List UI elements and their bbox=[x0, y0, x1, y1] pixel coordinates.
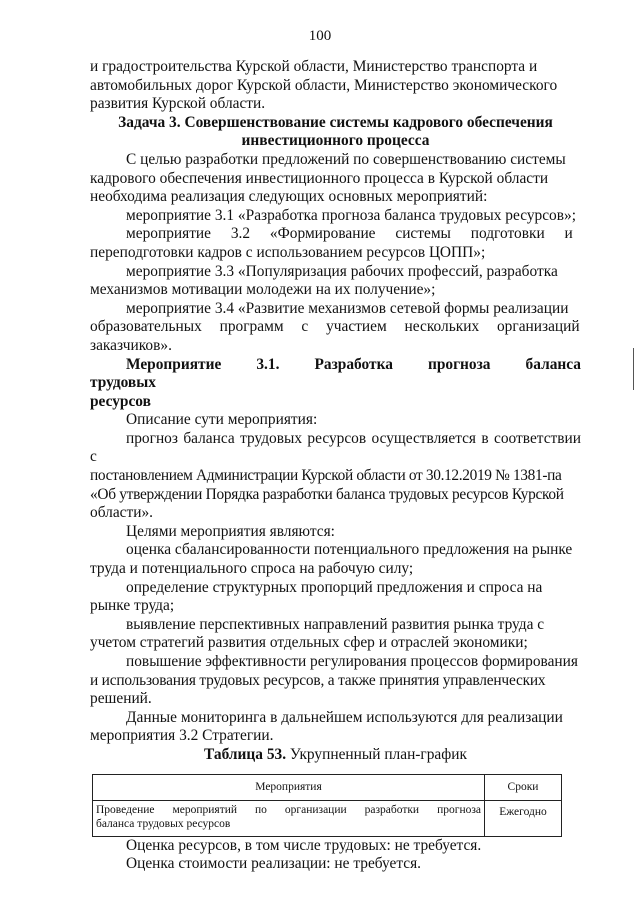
text-line: Целями мероприятия являются: bbox=[126, 522, 335, 540]
text-line: решений. bbox=[90, 690, 152, 708]
text-line: труда и потенциального спроса на рабочую силу; bbox=[90, 560, 414, 578]
text-line: необходима реализация следующих основных мероприятий: bbox=[90, 188, 488, 206]
text-line: выявление перспективных направлений развития рынка труда с bbox=[126, 615, 545, 633]
text-line: определение структурных пропорций предложения и спроса на bbox=[126, 578, 543, 596]
page-number: 100 bbox=[308, 28, 332, 44]
text-line: прогноз баланса трудовых ресурсов осуществляется в соответствии с bbox=[90, 429, 581, 466]
scan-edge-mark bbox=[633, 348, 634, 390]
column-header-terms: Сроки bbox=[485, 774, 562, 800]
subsection-heading: Мероприятие 3.1. Разработка прогноза баланса трудовых bbox=[90, 355, 581, 392]
text-line: «Об утверждении Порядка разработки баланса трудовых ресурсов Курской bbox=[90, 485, 564, 503]
text-line: Оценка стоимости реализации: не требуется. bbox=[126, 855, 422, 873]
text-line: заказчиков». bbox=[90, 336, 172, 354]
table-caption-number: Таблица 53. bbox=[204, 745, 287, 763]
activity-line: баланса трудовых ресурсов bbox=[96, 817, 231, 830]
text-line: мероприятие 3.4 «Развитие механизмов сетевой формы реализации bbox=[126, 299, 569, 317]
text-line: мероприятие 3.3 «Популяризация рабочих профессий, разработка bbox=[126, 262, 558, 280]
text-line: развития Курской области. bbox=[90, 95, 266, 113]
document-body bbox=[90, 58, 581, 874]
section-heading: инвестиционного процесса bbox=[241, 132, 430, 150]
text-line: оценка сбалансированности потенциального предложения на рынке bbox=[126, 541, 573, 559]
text-line: образовательных программ с участием нескольких организаций bbox=[90, 318, 580, 336]
table-row bbox=[93, 800, 562, 836]
table-caption-title: Укрупненный план-график bbox=[286, 745, 467, 763]
text-line: и градостроительства Курской области, Министерство транспорта и bbox=[90, 58, 538, 75]
text-line: учетом стратегий развития отдельных сфер и отраслей экономики; bbox=[90, 634, 528, 652]
text-line: автомобильных дорог Курской области, Министерство экономического bbox=[90, 76, 558, 94]
text-line: механизмов мотивации молодежи на их получение»; bbox=[90, 281, 436, 299]
text-line: мероприятие 3.2 «Формирование системы подготовки и bbox=[126, 225, 573, 243]
text-line: постановлением Администрации Курской области от 30.12.2019 № 1381-па bbox=[90, 467, 562, 485]
text-line: переподготовки кадров с использованием ресурсов ЦОПП»; bbox=[90, 243, 486, 261]
text-line: рынке труда; bbox=[90, 597, 175, 615]
text-line: Оценка ресурсов, в том числе трудовых: не требуется. bbox=[126, 836, 482, 854]
schedule-table bbox=[92, 774, 562, 837]
subsection-heading: ресурсов bbox=[90, 392, 151, 410]
text-line: С целью разработки предложений по совершенствованию системы bbox=[126, 150, 566, 168]
table-caption bbox=[90, 746, 581, 765]
section-heading: Задача 3. Совершенствование системы кадрового обеспечения bbox=[118, 113, 553, 131]
text-line: и использования трудовых ресурсов, а также принятия управленческих bbox=[90, 671, 546, 689]
text-line: кадрового обеспечения инвестиционного процесса в Курской области bbox=[90, 169, 549, 187]
column-header-activities: Мероприятия bbox=[93, 774, 485, 800]
text-line: повышение эффективности регулирования процессов формирования bbox=[126, 653, 578, 670]
activity-line: Проведение мероприятий по организации разработки прогноза bbox=[96, 803, 481, 816]
text-line: мероприятия 3.2 Стратегии. bbox=[90, 727, 274, 745]
table-header-row bbox=[93, 774, 562, 800]
term-cell: Ежегодно bbox=[485, 800, 562, 836]
text-line: мероприятие 3.1 «Разработка прогноза баланса трудовых ресурсов»; bbox=[126, 206, 576, 224]
activity-cell bbox=[93, 800, 485, 836]
text-line: области». bbox=[90, 504, 153, 522]
text-line: Описание сути мероприятия: bbox=[126, 411, 318, 429]
text-line: Данные мониторинга в дальнейшем используются для реализации bbox=[126, 708, 563, 726]
